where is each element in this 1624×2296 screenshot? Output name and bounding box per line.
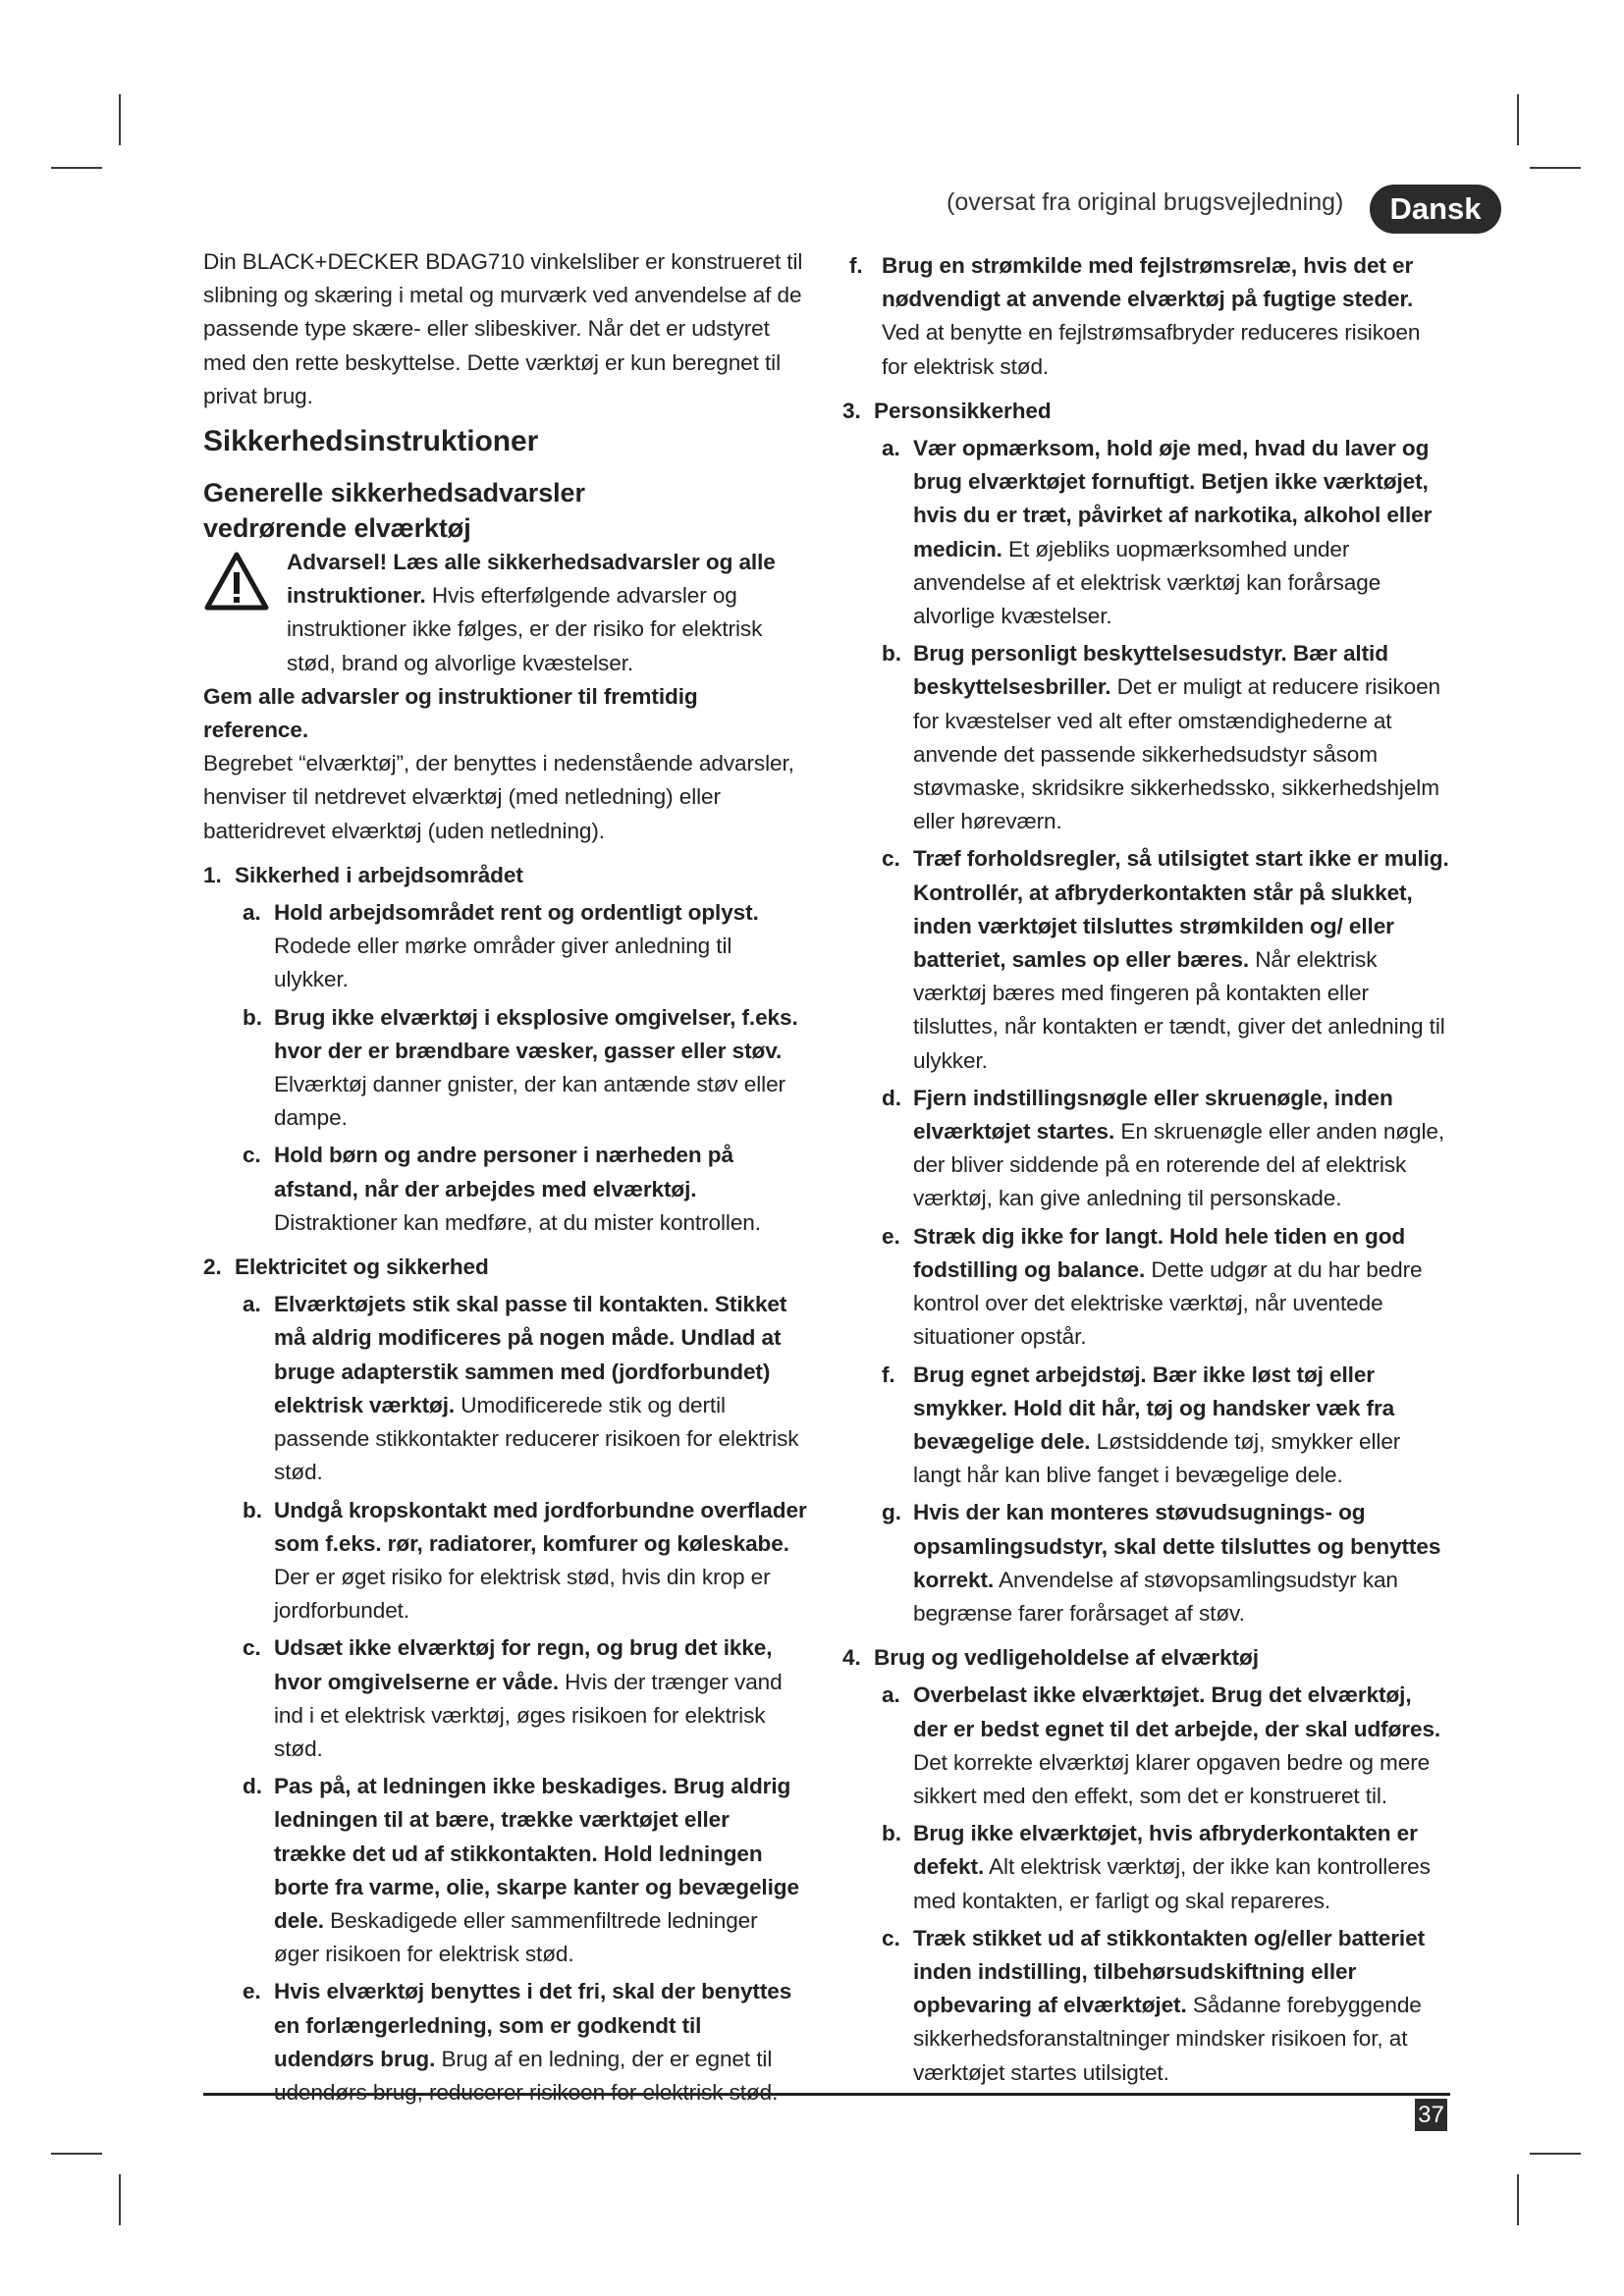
list-item — [842, 1817, 1451, 1918]
list-letter: c. — [882, 1925, 900, 1950]
item-text: Rodede eller mørke områder giver anledning til ulykker. — [274, 934, 732, 992]
item-bold: Brug en strømkilde med fejlstrømsrelæ, hvis det er nødvendigt at anvende elværktøj på fugtige steder. — [882, 253, 1414, 312]
crop-mark — [119, 2174, 121, 2225]
list-letter: b. — [243, 1004, 262, 1030]
section-4 — [842, 1641, 1451, 1675]
warning-triangle-icon — [204, 552, 269, 611]
item-text: Sådanne forebyggende sikkerhedsforanstaltninger mindsker risikoen for, at værktøjet startes utilsigtet. — [913, 1993, 1422, 2085]
list-letter: a. — [243, 900, 261, 926]
list-letter: a. — [882, 1682, 900, 1708]
left-column — [203, 245, 807, 2109]
item-text: Alt elektrisk værktøj, der ikke kan kontrolleres med kontakten, er farligt og skal repareres. — [913, 1854, 1431, 1913]
crop-mark — [1530, 2153, 1581, 2155]
list-item — [842, 1082, 1451, 1216]
list-item — [842, 1496, 1451, 1630]
list-item — [203, 1494, 807, 1629]
section-1 — [203, 859, 807, 892]
item-bold: Hvis elværktøj benyttes i det fri, skal der benyttes en forlængerledning, som er godkendt til udendørs brug. — [274, 1979, 792, 2071]
list-item — [842, 1220, 1451, 1355]
list-letter: d. — [243, 1774, 262, 1799]
list-item — [203, 1975, 807, 2109]
footer-rule — [203, 2093, 1450, 2096]
save-note: Gem alle advarsler og instruktioner til fremtidig reference. — [203, 683, 698, 743]
header-subtitle: (oversat fra original brugsvejledning) — [947, 188, 1344, 216]
section-title: Personsikkerhed — [874, 398, 1052, 423]
item-bold: Pas på, at ledningen ikke beskadiges. Brug aldrig ledningen til at bære, trække værktøjet eller trække det ud af stikkontakten. Hold ledningen borte fra varme, olie, skarpe kanter og bevægelige dele. — [274, 1774, 799, 1933]
list-letter: c. — [882, 846, 900, 872]
item-bold: Træf forholdsregler, så utilsigtet start ikke er mulig. Kontrollér, at afbryderkontakten står på slukket, inden værktøjet tilsluttes strømkilden og/ eller batteriet, samles op eller bæres. — [913, 846, 1449, 973]
list-item — [203, 1001, 807, 1136]
list-letter: d. — [882, 1085, 901, 1110]
list-letter: b. — [882, 1821, 901, 1846]
subheading-line-1: Generelle sikkerhedsadvarsler — [203, 478, 585, 508]
list-letter: a. — [882, 436, 900, 461]
item-text: Anvendelse af støvopsamlingsudstyr kan begrænse farer forårsaget af støv. — [913, 1567, 1398, 1626]
section-number: 4. — [842, 1645, 861, 1671]
item-text: Hvis der trænger vand ind i et elektrisk værktøj, øges risikoen for elektrisk stød. — [274, 1669, 783, 1761]
item-bold: Brug ikke elværktøjet, hvis afbryderkontakten er defekt. — [913, 1821, 1418, 1880]
list-item — [842, 637, 1451, 838]
item-bold: Overbelast ikke elværktøjet. Brug det elværktøj, der er bedst egnet til det arbejde, der skal udføres. — [913, 1682, 1441, 1741]
section-number: 3. — [842, 398, 861, 423]
list-letter: a. — [243, 1292, 261, 1317]
item-text: Der er øget risiko for elektrisk stød, hvis din krop er jordforbundet. — [274, 1564, 771, 1624]
item-text: Beskadigede eller sammenfiltrede ledninger øger risikoen for elektrisk stød. — [274, 1907, 758, 1967]
item-bold: Undgå kropskontakt med jordforbundne overflader som f.eks. rør, radiatorer, komfurer og køleskabe. — [274, 1497, 807, 1556]
list-letter: c. — [243, 1143, 261, 1168]
warning-body: Hvis efterfølgende advarsler og instruktioner ikke følges, er der risiko for elektrisk stød, brand og alvorlige kvæstelser. — [287, 583, 763, 675]
item-bold: Træk stikket ud af stikkontakten og/eller batteriet inden indstilling, tilbehørsudskiftning eller opbevaring af elværktøjet. — [913, 1925, 1425, 2018]
list-item — [203, 896, 807, 997]
section-number: 1. — [203, 862, 222, 887]
item-text: Løstsiddende tøj, smykker eller langt hår kan blive fanget i bevægelige dele. — [913, 1428, 1401, 1488]
crop-mark — [1517, 2174, 1519, 2225]
item-text: Brug af en ledning, der er egnet til — [441, 2046, 773, 2071]
list-item — [842, 249, 1451, 384]
crop-mark — [1517, 94, 1519, 145]
list-item — [203, 1631, 807, 1766]
list-item — [203, 1139, 807, 1240]
item-bold: Udsæt ikke elværktøj for regn, og brug det ikke, hvor omgivelserne er våde. — [274, 1635, 773, 1694]
subheading-line-2: vedrørende elværktøj — [203, 513, 471, 544]
item-bold: Stræk dig ikke for langt. Hold hele tiden en god fodstilling og balance. — [913, 1223, 1406, 1282]
language-badge: Dansk — [1370, 185, 1501, 234]
page-number: 37 — [1415, 2099, 1447, 2131]
list-letter: b. — [882, 641, 901, 667]
item-bold: Brug ikke elværktøj i eksplosive omgivelser, f.eks. hvor der er brændbare væsker, gasser eller støv. — [274, 1004, 798, 1063]
intro-paragraph: Din BLACK+DECKER BDAG710 vinkelsliber er konstrueret til slibning og skæring i metal og murværk ved anvendelse af de passende type skære- eller slibeskiver. Når det er udstyret med den rette beskyttelse. Dette værktøj er kun beregnet til privat brug. — [203, 249, 803, 408]
list-item — [842, 1679, 1451, 1813]
warning-block — [203, 546, 807, 680]
section-title: Sikkerhed i arbejdsområdet — [235, 862, 523, 887]
list-item — [842, 432, 1451, 633]
list-letter: f. — [849, 253, 863, 278]
list-letter: f. — [882, 1362, 895, 1387]
term-note: Begrebet “elværktøj”, der benyttes i nedenstående advarsler, henviser til netdrevet elværktøj (med netledning) eller batteridrevet elværktøj (uden netledning). — [203, 751, 794, 843]
section-number: 2. — [203, 1255, 222, 1280]
item-text: En skruenøgle eller anden nøgle, der bliver siddende på en roterende del af elektrisk værktøj, kan give anledning til personskade. — [913, 1119, 1445, 1211]
item-bold: Brug personligt beskyttelsesudstyr. Bær altid beskyttelsesbriller. — [913, 641, 1388, 700]
item-bold: Elværktøjets stik skal passe til kontakten. Stikket må aldrig modificeres på nogen måde. Undlad at bruge adapterstik sammen med (jordforbundet) elektrisk værktøj. — [274, 1292, 787, 1417]
item-bold: Hold børn og andre personer i nærheden på afstand, når der arbejdes med elværktøj. — [274, 1143, 733, 1201]
section-title: Brug og vedligeholdelse af elværktøj — [874, 1645, 1259, 1671]
item-text: Distraktioner kan medføre, at du mister kontrollen. — [274, 1209, 761, 1235]
right-column — [842, 245, 1451, 2090]
item-text: Et øjebliks uopmærksomhed under anvendelse af et elektrisk værktøj kan forårsage alvorlige kvæstelser. — [913, 536, 1381, 629]
warning-text — [287, 546, 807, 680]
item-bold: Hold arbejdsområdet rent og ordentligt oplyst. — [274, 900, 759, 926]
list-letter: b. — [243, 1497, 262, 1522]
item-text: Ved at benytte en fejlstrømsafbryder reduceres risikoen for elektrisk stød. — [882, 320, 1421, 379]
crop-mark — [1530, 167, 1581, 169]
list-item — [203, 1770, 807, 1971]
list-letter: c. — [243, 1635, 261, 1661]
item-text: Dette udgør at du har bedre kontrol over det elektriske værktøj, når uventede situationer opstår. — [913, 1256, 1423, 1350]
section-3 — [842, 395, 1451, 428]
list-item — [842, 1359, 1451, 1493]
section-title: Elektricitet og sikkerhed — [235, 1255, 489, 1280]
item-bold: Hvis der kan monteres støvudsugnings- og opsamlingsudstyr, skal dette tilsluttes og benyttes korrekt. — [913, 1500, 1441, 1592]
section-heading: Sikkerhedsinstruktioner — [203, 425, 539, 458]
item-text: Når elektrisk værktøj bæres med fingeren på kontakten eller tilsluttes, når kontakten er tændt, giver det anledning til ulykker. — [913, 947, 1445, 1073]
list-item — [842, 842, 1451, 1077]
item-bold: Vær opmærksom, hold øje med, hvad du laver og brug elværktøjet fornuftigt. Betjen ikke værktøjet, hvis du er træt, påvirket af narkotika, alkohol eller medicin. — [913, 436, 1433, 561]
item-text: Umodificerede stik og dertil passende stikkontakter reducerer risikoen for elektrisk stød. — [274, 1392, 799, 1485]
list-letter: e. — [243, 1979, 261, 2004]
item-text: Det er muligt at reducere risikoen for kvæstelser ved alt efter omstændighederne at anvende det passende sikkerhedsudstyr såsom støvmaske, skridsikre sikkerhedssko, sikkerhedshjelm eller høreværn. — [913, 674, 1441, 834]
item-text: Det korrekte elværktøj klarer opgaven bedre og mere sikkert med den effekt, som det er konstrueret til. — [913, 1749, 1431, 1808]
list-item — [842, 1922, 1451, 2090]
crop-mark — [119, 94, 121, 145]
item-bold: Fjern indstillingsnøgle eller skruenøgle, inden elværktøjet startes. — [913, 1085, 1393, 1145]
crop-mark — [51, 167, 102, 169]
crop-mark — [51, 2153, 102, 2155]
list-letter: g. — [882, 1500, 901, 1525]
item-bold: Brug egnet arbejdstøj. Bær ikke løst tøj eller smykker. Hold dit hår, tøj og handsker væk fra bevægelige dele. — [913, 1362, 1395, 1454]
section-2 — [203, 1251, 807, 1284]
list-item — [203, 1288, 807, 1489]
list-letter: e. — [882, 1223, 900, 1249]
warning-bold: Advarsel! Læs alle sikkerhedsadvarsler og alle instruktioner. — [287, 550, 776, 609]
item-text: Elværktøj danner gnister, der kan antænde støv eller dampe. — [274, 1072, 785, 1131]
